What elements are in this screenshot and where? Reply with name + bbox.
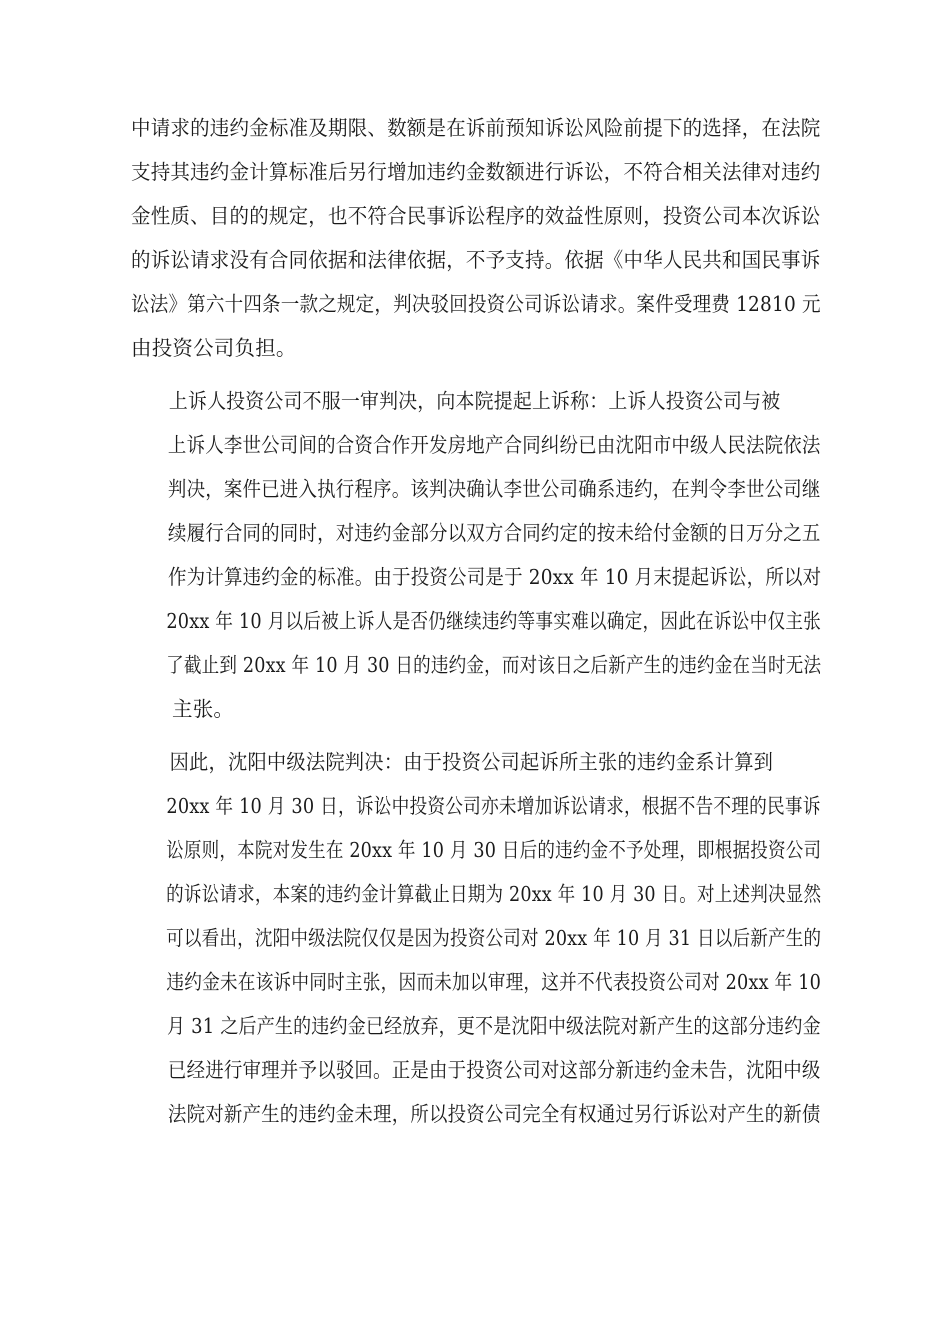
text-line: 月 31 之后产生的违约金已经放弃，更不是沈阳中级法院对新产生的这部分违约金 bbox=[167, 1014, 821, 1038]
text-line: 的诉讼请求，本案的违约金计算截止日期为 20xx 年 10 月 30 日。对上述判决显然 bbox=[166, 882, 822, 906]
document-body bbox=[131, 106, 821, 1145]
text-line: 支持其违约金计算标准后另行增加违约金数额进行诉讼，不符合相关法律对违约 bbox=[131, 160, 821, 184]
text-line: 讼原则，本院对发生在 20xx 年 10 月 30 日后的违约金不予处理，即根据投资公司 bbox=[166, 838, 822, 862]
text-line: 20xx 年 10 月以后被上诉人是否仍继续违约等事实难以确定，因此在诉讼中仅主张 bbox=[166, 609, 822, 633]
text-line: 法院对新产生的违约金未理，所以投资公司完全有权通过另行诉讼对产生的新债 bbox=[167, 1102, 821, 1126]
text-line: 20xx 年 10 月 30 日，诉讼中投资公司亦未增加诉讼请求，根据不告不理的民事诉 bbox=[166, 794, 821, 818]
paragraph-2 bbox=[131, 379, 821, 731]
text-line: 因此，沈阳中级法院判决：由于投资公司起诉所主张的违约金系计算到 bbox=[169, 750, 774, 774]
text-line: 主张。 bbox=[172, 697, 235, 721]
text-line: 的诉讼请求没有合同依据和法律依据，不予支持。依据《中华人民共和国民事诉 bbox=[131, 248, 821, 272]
text-line: 中请求的违约金标准及期限、数额是在诉前预知诉讼风险前提下的选择，在法院 bbox=[131, 116, 821, 140]
text-line: 上诉人李世公司间的合资合作开发房地产合同纠纷已由沈阳市中级人民法院依法 bbox=[167, 433, 821, 457]
text-line: 上诉人投资公司不服一审判决，向本院提起上诉称：上诉人投资公司与被 bbox=[168, 389, 781, 413]
text-line: 违约金未在该诉中同时主张，因而未加以审理，这并不代表投资公司对 20xx 年 10 bbox=[166, 970, 822, 994]
paragraph-1 bbox=[131, 106, 821, 370]
text-line: 作为计算违约金的标准。由于投资公司是于 20xx 年 10 月末提起诉讼，所以对 bbox=[167, 565, 822, 589]
text-line: 判决，案件已进入执行程序。该判决确认李世公司确系违约，在判令李世公司继 bbox=[167, 477, 821, 501]
text-line: 续履行合同的同时，对违约金部分以双方合同约定的按未给付金额的日万分之五 bbox=[167, 521, 821, 545]
text-line: 讼法》第六十四条一款之规定，判决驳回投资公司诉讼请求。案件受理费 12810 元 bbox=[131, 292, 821, 316]
text-line: 由投资公司负担。 bbox=[131, 336, 297, 360]
text-line: 可以看出，沈阳中级法院仅仅是因为投资公司对 20xx 年 10 月 31 日以后新产生的 bbox=[166, 926, 822, 950]
text-line: 金性质、目的的规定，也不符合民事诉讼程序的效益性原则，投资公司本次诉讼 bbox=[131, 204, 821, 228]
text-line: 已经进行审理并予以驳回。正是由于投资公司对这部分新违约金未告，沈阳中级 bbox=[167, 1058, 821, 1082]
text-line: 了截止到 20xx 年 10 月 30 日的违约金，而对该日之后新产生的违约金在当时无法 bbox=[166, 653, 822, 677]
paragraph-3 bbox=[131, 740, 821, 1136]
